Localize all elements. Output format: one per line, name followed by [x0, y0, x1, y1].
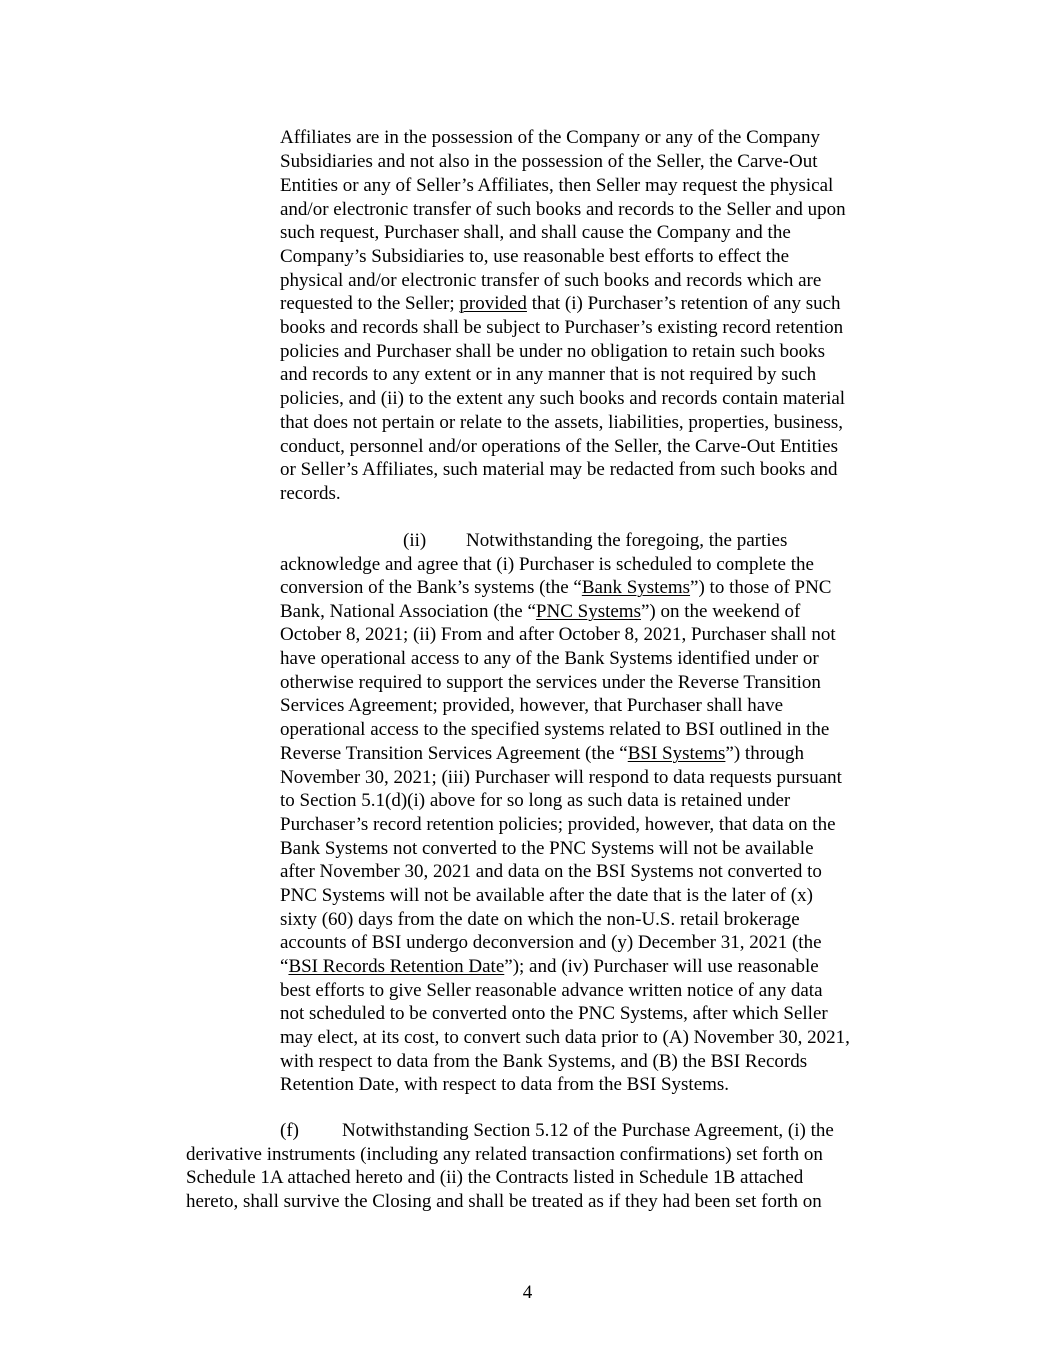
- paragraph-line: October 8, 2021; (ii) From and after October 8, 2021, Purchaser shall not: [280, 624, 836, 645]
- text-run: that (i) Purchaser’s retention of any such: [526, 293, 841, 314]
- paragraph-line: Affiliates are in the possession of the Company or any of the Company: [280, 127, 820, 148]
- text-run: ”) through: [725, 743, 805, 764]
- paragraph-line: have operational access to any of the Bank Systems identified under or: [280, 648, 819, 669]
- paragraph-line: November 30, 2021; (iii) Purchaser will respond to data requests pursuant: [280, 767, 842, 788]
- paragraph-line: to Section 5.1(d)(i) above for so long as such data is retained under: [280, 790, 791, 811]
- paragraph-line: policies, and (ii) to the extent any such books and records contain material: [280, 388, 846, 409]
- paragraph-line: Notwithstanding Section 5.12 of the Purchase Agreement, (i) the: [342, 1120, 834, 1141]
- paragraph-line: Bank Systems not converted to the PNC Systems will not be available: [280, 838, 814, 859]
- paragraph-line: PNC Systems will not be available after the date that is the later of (x): [280, 885, 813, 906]
- paragraph-line: Schedule 1A attached hereto and (ii) the Contracts listed in Schedule 1B attached: [186, 1167, 804, 1188]
- paragraph-line: Notwithstanding the foregoing, the parties: [466, 530, 788, 551]
- paragraph-line: that does not pertain or relate to the assets, liabilities, properties, business,: [280, 412, 844, 433]
- paragraph-line: Purchaser’s record retention policies; provided, however, that data on the: [280, 814, 836, 835]
- defined-term-bsi-systems: BSI Systems: [627, 743, 726, 764]
- paragraph-line: [280, 576, 831, 600]
- paragraph-line: Subsidiaries and not also in the possession of the Seller, the Carve-Out: [280, 151, 818, 172]
- paragraph-line: with respect to data from the Bank Systems, and (B) the BSI Records: [280, 1051, 808, 1072]
- paragraph-line: [280, 292, 841, 316]
- paragraph-line: records.: [280, 483, 341, 504]
- paragraph-line: [280, 742, 804, 766]
- paragraph-line: operational access to the specified systems related to BSI outlined in the: [280, 719, 830, 740]
- paragraph-line: and/or electronic transfer of such books and records to the Seller and upon: [280, 199, 846, 220]
- text-run: requested to the Seller;: [280, 293, 460, 314]
- text-run: ”) to those of PNC: [690, 577, 832, 598]
- defined-term-bsi-records-retention-date: BSI Records Retention Date: [288, 956, 505, 977]
- paragraph-line: may elect, at its cost, to convert such data prior to (A) November 30, 2021,: [280, 1027, 850, 1048]
- paragraph-line: accounts of BSI undergo deconversion and (y) December 31, 2021 (the: [280, 932, 822, 953]
- paragraph-line: and records to any extent or in any manner that is not required by such: [280, 364, 817, 385]
- clause-marker-ii: (ii): [403, 530, 427, 551]
- defined-term-pnc-systems: PNC Systems: [535, 601, 641, 622]
- paragraph-line: [280, 955, 819, 979]
- text-run: ”) on the weekend of: [640, 601, 801, 622]
- paragraph-line: books and records shall be subject to Purchaser’s existing record retention: [280, 317, 844, 338]
- paragraph-line: policies and Purchaser shall be under no obligation to retain such books: [280, 341, 826, 362]
- paragraph-line: derivative instruments (including any related transaction confirmations) set forth on: [186, 1144, 823, 1165]
- paragraph-line: otherwise required to support the services under the Reverse Transition: [280, 672, 821, 693]
- paragraph-line: conduct, personnel and/or operations of the Seller, the Carve-Out Entities: [280, 436, 838, 457]
- text-run: conversion of the Bank’s systems (the “: [280, 577, 582, 598]
- text-run: Reverse Transition Services Agreement (the “: [280, 743, 628, 764]
- paragraph-line: such request, Purchaser shall, and shall cause the Company and the: [280, 222, 791, 243]
- paragraph-line: or Seller’s Affiliates, such material may be redacted from such books and: [280, 459, 838, 480]
- paragraph-line: hereto, shall survive the Closing and shall be treated as if they had been set forth on: [186, 1191, 822, 1212]
- paragraph-line: Services Agreement; provided, however, that Purchaser shall have: [280, 695, 784, 716]
- clause-marker-f: (f): [280, 1120, 299, 1141]
- paragraph-line: sixty (60) days from the date on which the non-U.S. retail brokerage: [280, 909, 800, 930]
- page-number: 4: [522, 1282, 533, 1303]
- text-run: Bank, National Association (the “: [280, 601, 536, 622]
- paragraph-line: physical and/or electronic transfer of such books and records which are: [280, 270, 822, 291]
- paragraph-line: not scheduled to be converted onto the PNC Systems, after which Seller: [280, 1003, 828, 1024]
- paragraph-line: Retention Date, with respect to data from the BSI Systems.: [280, 1074, 730, 1095]
- paragraph-line: Entities or any of Seller’s Affiliates, then Seller may request the physical: [280, 175, 834, 196]
- defined-term-bank-systems: Bank Systems: [581, 577, 691, 598]
- paragraph-line: acknowledge and agree that (i) Purchaser is scheduled to complete the: [280, 554, 814, 575]
- text-run: “: [280, 956, 289, 977]
- paragraph-line: [280, 600, 800, 624]
- paragraph-line: Company’s Subsidiaries to, use reasonable best efforts to effect the: [280, 246, 790, 267]
- text-run: ”); and (iv) Purchaser will use reasonable: [504, 956, 819, 977]
- defined-term-provided: provided: [459, 293, 527, 314]
- paragraph-line: after November 30, 2021 and data on the BSI Systems not converted to: [280, 861, 822, 882]
- paragraph-line: best efforts to give Seller reasonable advance written notice of any data: [280, 980, 823, 1001]
